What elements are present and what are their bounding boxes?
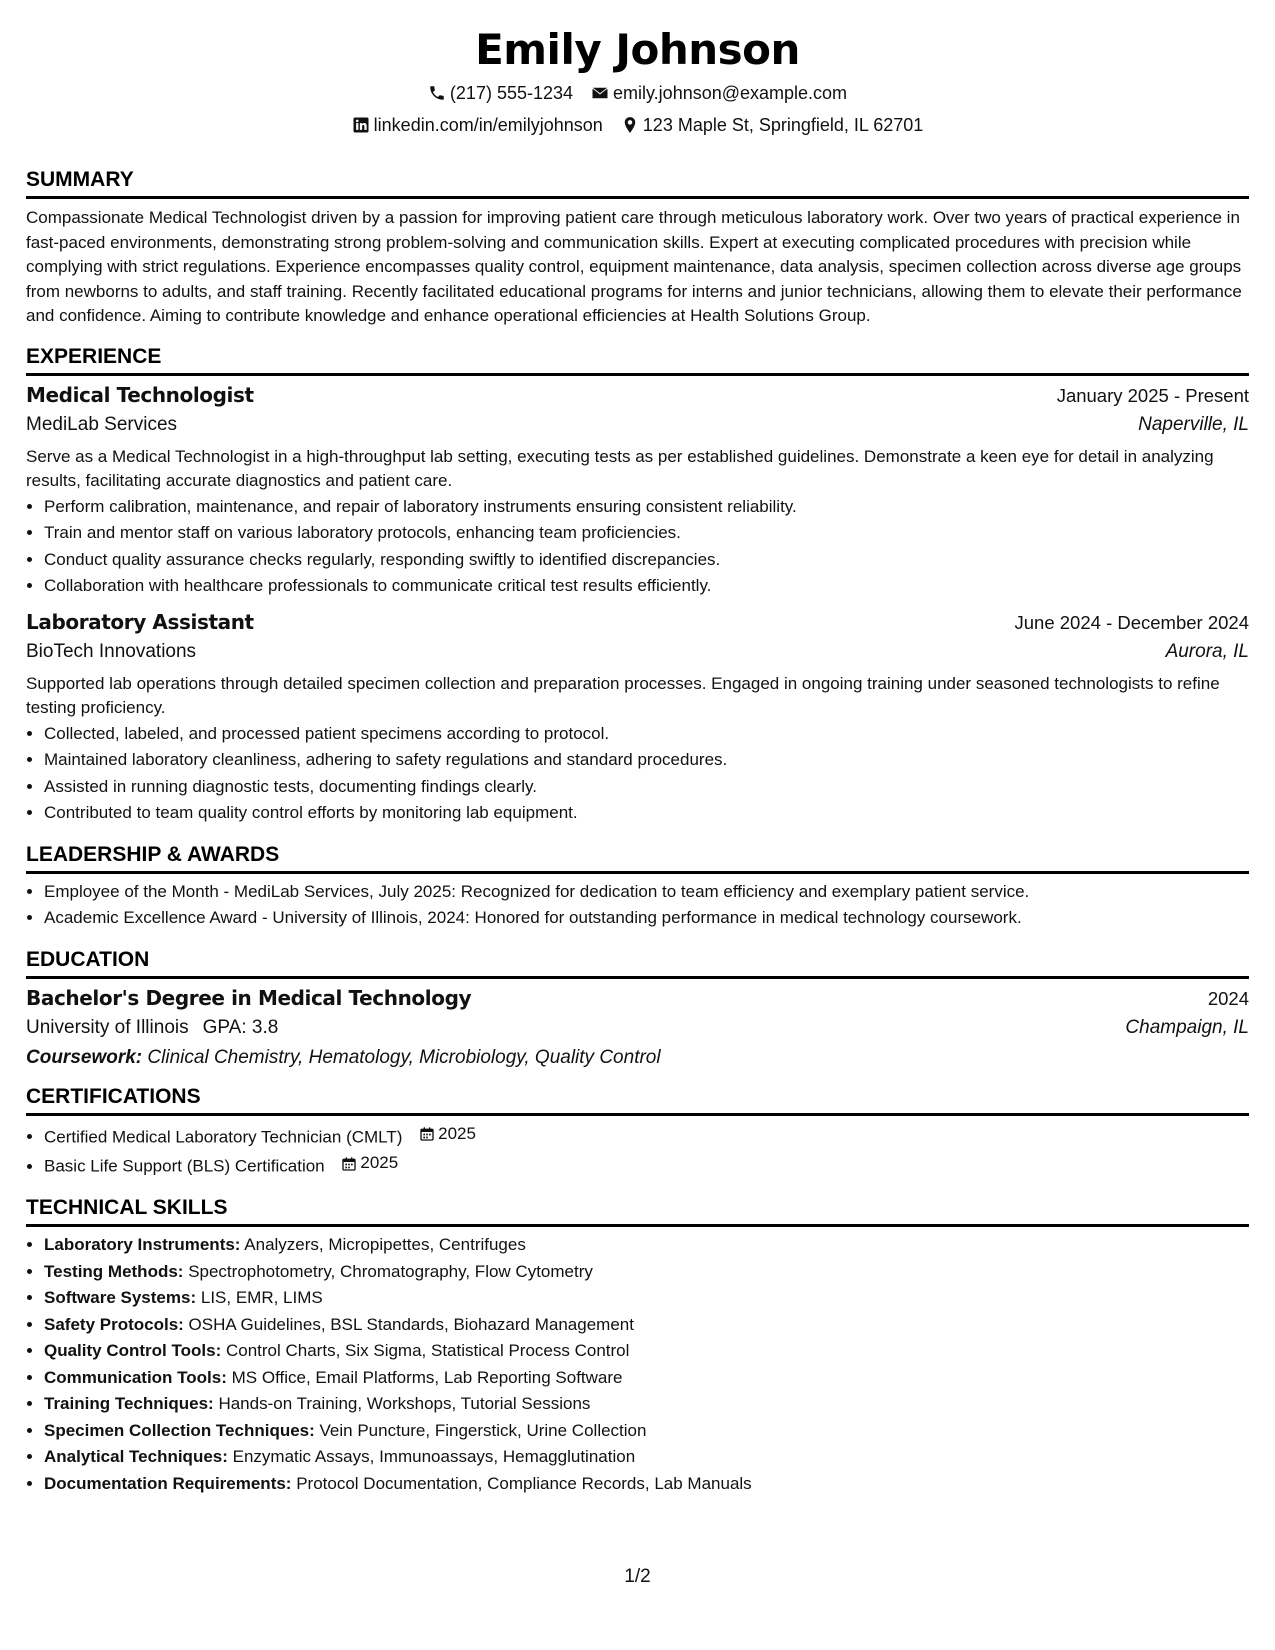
coursework-list: Clinical Chemistry, Hematology, Microbiology, Quality Control: [147, 1046, 661, 1068]
list-item: [44, 1418, 1249, 1445]
list-item: • Assisted in running diagnostic tests, documenting findings clearly.: [44, 774, 1249, 801]
job-dates: June 2024 - December 2024: [1014, 611, 1249, 633]
email-contact[interactable]: [591, 82, 847, 104]
certifications-section: [26, 1084, 1249, 1181]
job-entry: [26, 610, 1249, 827]
job-description: Serve as a Medical Technologist in a high-throughput lab setting, executing tests as per established guidelines. Demonstrate a keen eye for detail in analyzing results, facilitating accurate diagnostics and patient care.: [26, 446, 1214, 490]
certification-name: Certified Medical Laboratory Technician (CMLT): [44, 1126, 403, 1146]
skill-label: Training Techniques:: [44, 1394, 214, 1413]
list-item: • Contributed to team quality control efforts by monitoring lab equipment.: [44, 800, 1249, 827]
skill-label: Laboratory Instruments:: [44, 1235, 241, 1254]
job-company: MediLab Services: [26, 413, 178, 435]
address-text: 123 Maple St, Springfield, IL 62701: [642, 115, 924, 135]
skill-value: Protocol Documentation, Compliance Records, Lab Manuals: [296, 1473, 752, 1493]
coursework-label: Coursework:: [26, 1046, 143, 1068]
contact-row-1: [26, 82, 1249, 104]
list-item: • Maintained laboratory cleanliness, adhering to safety regulations and standard procedures.: [44, 747, 1249, 774]
page-number: 1/2: [624, 1566, 651, 1587]
job-title: Medical Technologist: [26, 382, 254, 407]
candidate-name: Emily Johnson: [475, 25, 800, 74]
job-location: Aurora, IL: [1165, 640, 1249, 662]
skill-label: Specimen Collection Techniques:: [44, 1420, 315, 1440]
summary-heading: SUMMARY: [26, 167, 1249, 199]
skills-list: [26, 1232, 1249, 1497]
job-dates: January 2025 - Present: [1056, 384, 1249, 406]
list-item: [44, 1121, 1249, 1151]
list-item: • Collected, labeled, and processed patient specimens according to protocol.: [44, 721, 1249, 748]
list-item: [44, 1285, 1249, 1312]
linkedin-icon: [352, 116, 370, 134]
phone-icon: [428, 84, 446, 102]
skill-value: OSHA Guidelines, BSL Standards, Biohazard Management: [188, 1314, 634, 1334]
calendar-icon: [341, 1156, 357, 1172]
coursework: [26, 1047, 1249, 1069]
gpa: GPA: 3.8: [202, 1016, 279, 1038]
skill-value: MS Office, Email Platforms, Lab Reporting Software: [231, 1367, 623, 1387]
job-description: Supported lab operations through detailed specimen collection and preparation processes. Engaged in ongoing training under seasoned technologists to refine testing proficiency.: [26, 673, 1220, 717]
graduation-year: 2024: [1207, 987, 1249, 1009]
list-item: • Collaboration with healthcare professionals to communicate critical test results efficiently.: [44, 573, 1249, 600]
education-heading: EDUCATION: [26, 947, 1249, 979]
education-subheader: [26, 1017, 1249, 1039]
job-subheader: [26, 414, 1249, 436]
job-company: BioTech Innovations: [26, 640, 197, 662]
resume-page: [26, 0, 1249, 1497]
skill-label: Communication Tools:: [44, 1367, 227, 1387]
certification-date: [341, 1150, 398, 1177]
skill-label: Analytical Techniques:: [44, 1447, 228, 1466]
skill-label: Documentation Requirements:: [44, 1473, 292, 1493]
job-title: Laboratory Assistant: [26, 609, 254, 634]
education-header: [26, 986, 1249, 1010]
list-item: [44, 1338, 1249, 1365]
leadership-heading: LEADERSHIP & AWARDS: [26, 842, 1249, 874]
certification-date: [419, 1121, 476, 1148]
school-info: [26, 1017, 278, 1039]
degree-title: Bachelor's Degree in Medical Technology: [26, 985, 472, 1010]
experience-section: [26, 344, 1249, 827]
certification-name: Basic Life Support (BLS) Certification: [44, 1156, 325, 1176]
job-bullets: [26, 494, 1249, 600]
job-bullets: [26, 721, 1249, 827]
skill-value: Spectrophotometry, Chromatography, Flow Cytometry: [188, 1261, 593, 1281]
job-header: [26, 610, 1249, 634]
linkedin-contact[interactable]: [352, 114, 603, 136]
list-item: [44, 1259, 1249, 1286]
skill-value: Enzymatic Assays, Immunoassays, Hemagglutination: [232, 1447, 636, 1466]
address-contact: [621, 114, 924, 136]
summary-text: Compassionate Medical Technologist driven by a passion for improving patient care through meticulous laboratory work. Over two years of practical experience in fast-paced environments, demonstrating strong problem-solving and communication skills. Expert at executing complicated procedures with precision while complying with strict regulations. Experience encompasses quality control, equipment maintenance, data analysis, specimen collection across diverse age groups from newborns to adults, and staff training. Recently facilitated educational programs for interns and junior technicians, allowing them to elevate their performance and confidence. Aiming to contribute knowledge and enhance operational efficiencies at Health Solutions Group.: [26, 208, 1242, 325]
certifications-list: [26, 1121, 1249, 1181]
awards-list: [26, 879, 1249, 932]
list-item: [44, 1444, 1249, 1471]
school-location: Champaign, IL: [1125, 1016, 1249, 1038]
list-item: • Perform calibration, maintenance, and repair of laboratory instruments ensuring consistent reliability.: [44, 494, 1249, 521]
certification-year: 2025: [360, 1153, 399, 1173]
linkedin-text: linkedin.com/in/emilyjohnson: [373, 115, 603, 135]
list-item: [44, 1232, 1249, 1259]
job-header: [26, 383, 1249, 407]
education-section: [26, 947, 1249, 1069]
job-subheader: [26, 641, 1249, 663]
skills-section: [26, 1195, 1249, 1497]
list-item: [44, 1312, 1249, 1339]
skill-value: Hands-on Training, Workshops, Tutorial Sessions: [218, 1394, 591, 1413]
list-item: • Academic Excellence Award - University of Illinois, 2024: Honored for outstanding performance in medical technology coursework.: [44, 905, 1249, 932]
skill-label: Safety Protocols:: [44, 1314, 184, 1334]
email-text: emily.johnson@example.com: [613, 83, 848, 103]
skill-label: Quality Control Tools:: [44, 1341, 222, 1360]
list-item: • Conduct quality assurance checks regularly, responding swiftly to identified discrepancies.: [44, 547, 1249, 574]
calendar-icon: [419, 1126, 435, 1142]
phone-contact[interactable]: [428, 82, 573, 104]
skill-value: Analyzers, Micropipettes, Centrifuges: [244, 1235, 526, 1254]
experience-heading: EXPERIENCE: [26, 344, 1249, 376]
job-entry: [26, 383, 1249, 600]
school-name: University of Illinois: [26, 1016, 189, 1038]
map-pin-icon: [621, 116, 639, 134]
list-item: [44, 1471, 1249, 1498]
contact-row-2: [26, 114, 1249, 136]
list-item: [44, 1150, 1249, 1180]
job-location: Naperville, IL: [1138, 413, 1249, 435]
skills-heading: TECHNICAL SKILLS: [26, 1195, 1249, 1227]
phone-text: (217) 555-1234: [449, 83, 574, 103]
summary-section: [26, 167, 1249, 329]
list-item: [44, 1391, 1249, 1418]
skill-label: Software Systems:: [44, 1288, 197, 1307]
skill-value: Control Charts, Six Sigma, Statistical Process Control: [225, 1341, 630, 1360]
list-item: [44, 1365, 1249, 1392]
certification-year: 2025: [438, 1123, 476, 1143]
skill-value: Vein Puncture, Fingerstick, Urine Collection: [319, 1420, 647, 1440]
envelope-icon: [591, 84, 609, 102]
list-item: • Train and mentor staff on various laboratory protocols, enhancing team proficiencies.: [44, 520, 1249, 547]
certifications-heading: CERTIFICATIONS: [26, 1084, 1249, 1116]
leadership-section: [26, 842, 1249, 932]
skill-value: LIS, EMR, LIMS: [200, 1288, 323, 1307]
list-item: • Employee of the Month - MediLab Services, July 2025: Recognized for dedication to team efficiency and exemplary patient service.: [44, 879, 1249, 906]
skill-label: Testing Methods:: [44, 1261, 184, 1281]
